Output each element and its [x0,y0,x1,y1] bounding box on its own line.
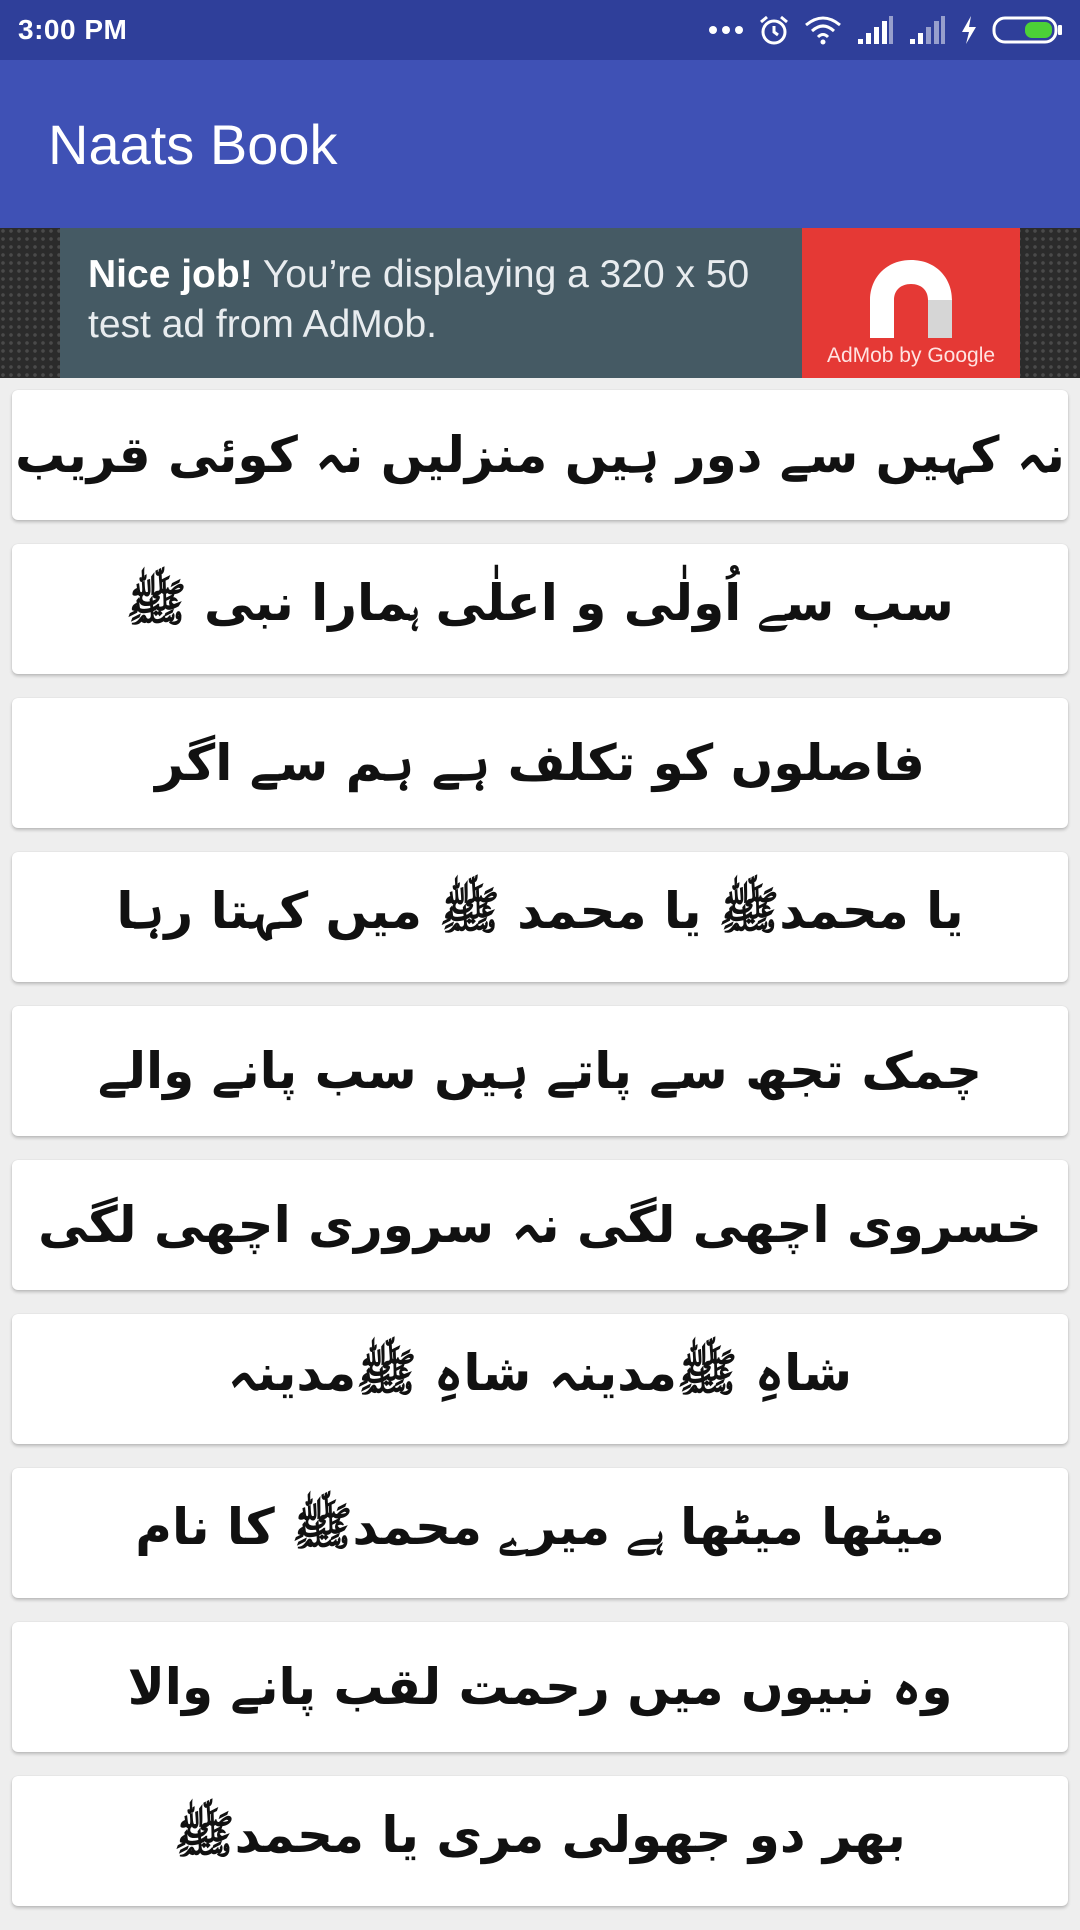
wifi-icon [804,15,842,45]
list-item[interactable] [12,1622,1068,1752]
signal-icon [856,15,894,45]
list-item[interactable] [12,1160,1068,1290]
charging-icon [960,15,978,45]
ad-area [0,228,1080,378]
naat-title: خسروی اچھی لگی نہ سروری اچھی لگی [38,1196,1042,1254]
list-item[interactable] [12,1006,1068,1136]
list-item[interactable] [12,390,1068,520]
naat-title: وہ نبیوں میں رحمت لقب پانے والا [127,1658,953,1716]
naat-title: میٹھا میٹھا ہے میرے محمدﷺ کا نام [135,1498,945,1556]
naat-list [12,390,1068,1930]
list-item[interactable] [12,544,1068,674]
naat-title: یا محمدﷺ یا محمد ﷺ میں کہتا رہا [116,882,964,940]
ad-brand: AdMob by Google [826,344,996,367]
admob-logo-icon [864,254,958,344]
battery-icon [992,15,1064,45]
naat-title: چمک تجھ سے پاتے ہیں سب پانے والے [97,1042,983,1100]
naat-title: شاہِ ﷺمدینہ شاہِ ﷺمدینہ [227,1344,853,1402]
list-item[interactable] [12,698,1068,828]
ad-headline: Nice job! [88,253,253,296]
list-item[interactable] [12,1776,1068,1906]
naat-title: نہ کہیں سے دور ہیں منزلیں نہ کوئی قریب [15,426,1065,484]
app-title: Naats Book [48,112,338,176]
status-icons [708,0,1064,60]
more-dots-icon [708,24,744,36]
status-time: 3:00 PM [18,14,128,45]
naat-title: بھر دو جھولی مری یا محمدﷺ [174,1806,906,1864]
list-item[interactable] [12,1314,1068,1444]
signal-icon [908,15,946,45]
ad-text [60,228,802,378]
list-item[interactable] [12,1468,1068,1598]
app-bar [0,60,1080,228]
naat-title: سب سے اُولٰی و اعلٰی ہمارا نبی ﷺ [126,574,954,632]
alarm-icon [758,14,790,46]
naat-title: فاصلوں کو تکلف ہے ہم سے اگر [155,734,925,792]
list-item[interactable] [12,852,1068,982]
ad-logo-panel [802,228,1020,378]
ad-body: You’re displaying a 320 x 50 test ad from AdMob. [88,253,750,346]
test-ad-banner[interactable] [60,228,1020,378]
status-bar [0,0,1080,60]
